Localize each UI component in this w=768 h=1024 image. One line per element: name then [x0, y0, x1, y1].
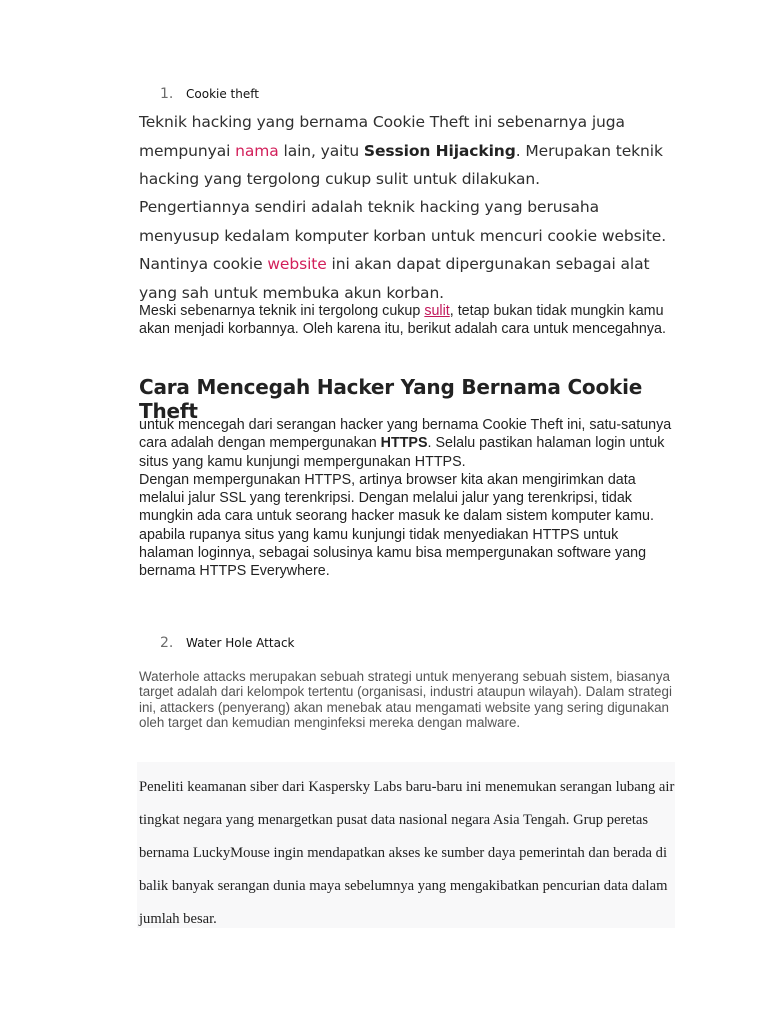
bold-https: HTTPS	[380, 435, 428, 452]
list-title: Cookie theft	[186, 87, 259, 101]
link-nama[interactable]: nama	[235, 141, 279, 160]
text-span: Pengertiannya sendiri adalah teknik hacking yang berusaha menyusup kedalam komputer korban untuk mencuri cookie website. Nantinya cookie	[139, 198, 667, 273]
text-span: . Selalu pastikan halaman login untuk situs yang kamu kunjungi mempergunakan HTTPS.	[139, 435, 665, 470]
bold-session-hijacking: Session Hijacking	[363, 141, 516, 160]
heading-cara-mencegah: Cara Mencegah Hacker Yang Bernama Cookie Theft	[139, 375, 643, 423]
text-span: ini akan dapat dipergunakan sebagai alat yang sah untuk membuka akun korban.	[139, 255, 650, 302]
waterhole-text: Waterhole attacks merupakan sebuah strategi untuk menyerang sebuah sistem, biasanya target adalah dari kelompok tertentu (organisasi, industri ataupun wilayah). Dalam strategi ini, attackers (penyerang) akan menebak atau mengamati website yang sering digunakan oleh target dan kemudian menginfeksi mereka dengan malware.	[139, 669, 672, 731]
quote-box	[137, 762, 675, 928]
paragraph-cookie-theft-intro	[139, 108, 679, 194]
paragraph-waterhole-definition	[139, 669, 679, 731]
paragraph-prevention	[139, 416, 674, 581]
text-span: . Merupakan teknik hacking yang tergolong cukup sulit untuk dilakukan.	[139, 141, 663, 188]
list-title: Water Hole Attack	[186, 636, 295, 650]
text-span: Teknik hacking yang bernama Cookie Theft ini sebenarnya juga mempunyai	[139, 113, 625, 160]
list-item-cookie-theft	[160, 86, 259, 102]
paragraph-https-everywhere: apabila rupanya situs yang kamu kunjungi tidak menyediakan HTTPS untuk halaman loginnya, sebagai solusinya kamu bisa mempergunakan software yang bernama HTTPS Everywhere.	[139, 526, 647, 580]
list-number: 2.	[160, 635, 174, 651]
paragraph-cookie-theft-definition	[139, 193, 679, 307]
quote-text: Peneliti keamanan siber dari Kaspersky Labs baru-baru ini menemukan serangan lubang air tingkat negara yang menargetkan pusat data nasional negara Asia Tengah. Grup peretas bernama LuckyMouse ingin mendapatkan akses ke sumber daya pemerintah dan berada di balik banyak serangan dunia maya sebelumnya yang mengakibatkan pencurian data dalam jumlah besar.	[139, 779, 675, 927]
paragraph-https-explanation: Dengan mempergunakan HTTPS, artinya browser kita akan mengirimkan data melalui jalur SSL yang terenkripsi. Dengan melalui jalur yang terenkripsi, tidak mungkin ada cara untuk seorang hacker masuk ke dalam sistem komputer kamu.	[139, 471, 654, 525]
text-span: lain, yaitu	[278, 141, 364, 160]
link-sulit[interactable]: sulit	[424, 303, 450, 319]
list-number: 1.	[160, 86, 174, 102]
text-span: Meski sebenarnya teknik ini tergolong cukup	[139, 303, 425, 319]
link-website[interactable]: website	[267, 255, 327, 273]
paragraph-cookie-theft-risk	[139, 302, 679, 339]
text-span: , tetap bukan tidak mungkin kamu akan menjadi korbannya. Oleh karena itu, berikut adalah cara untuk mencegahnya.	[139, 303, 666, 338]
text-span: untuk mencegah dari serangan hacker yang bernama Cookie Theft ini, satu-satunya cara adalah dengan mempergunakan	[139, 417, 672, 452]
list-item-water-hole-attack	[160, 635, 295, 651]
